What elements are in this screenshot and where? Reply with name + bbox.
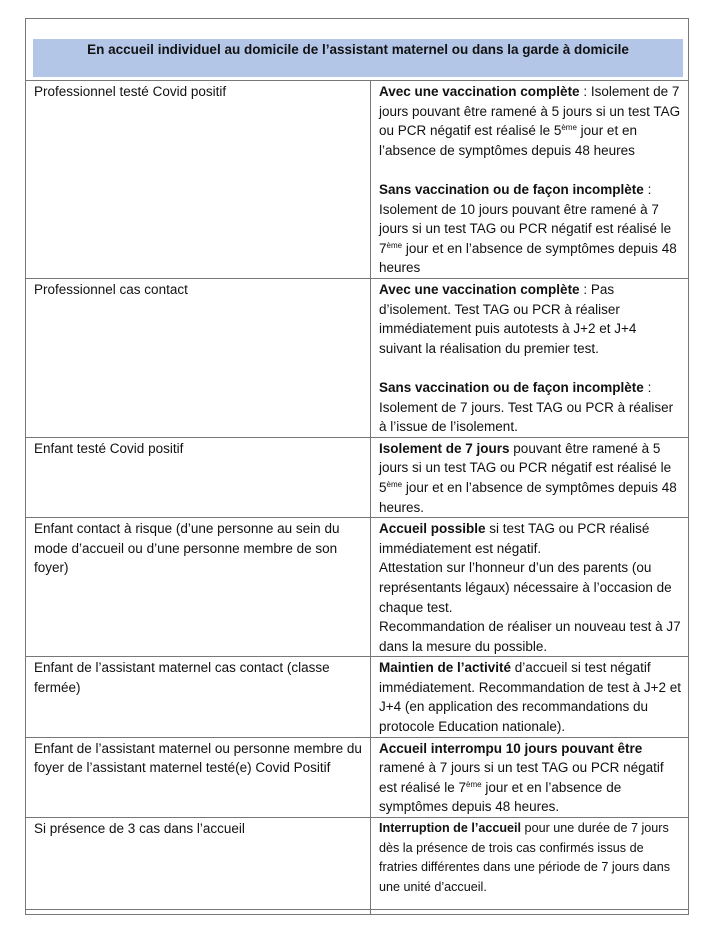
protocol-table [25,80,689,915]
measure-paragraph: Avec une vaccination complète : Pas d’isolement. Test TAG ou PCR à réaliser immédiatement puis autotests à J+2 et J+4 suivant la réalisation du premier test. [379,282,637,356]
measure-paragraph: Avec une vaccination complète : Isolement de 7 jours pouvant être ramené à 5 jours si un test TAG ou PCR négatif est réalisé le 5ème jour et en l’absence de symptômes depuis 48 heures [379,84,681,158]
measure-paragraph: Recommandation de réaliser un nouveau test à J7 dans la mesure du possible. [379,619,681,654]
measure-paragraph: Attestation sur l’honneur d’un des parents (ou représentants légaux) nécessaire à l’occasion de chaque test. [379,560,672,615]
measure-paragraph: Interruption de l’accueil pour une durée de 7 jours dès la présence de trois cas confirmés issus de fratries différentes dans une période de 7 jours dans une unité d’accueil. [379,821,671,894]
measure-bold: Accueil interrompu 10 jours pouvant être [379,740,643,756]
situation-cell: Si présence de 3 cas dans l’accueil [26,818,371,915]
measure-paragraph: Sans vaccination ou de façon incomplète : Isolement de 10 jours pouvant être ramené à 7 jours si un test TAG ou PCR négatif est réalisé le 7ème jour et en l’absence de symptômes depuis 48 heures [379,181,677,276]
situation-cell: Enfant de l’assistant maternel ou personne membre du foyer de l’assistant maternel testé(e) Covid Positif [26,737,371,817]
measure-bold: Sans vaccination ou de façon incomplète [379,379,644,395]
situation-cell: Enfant testé Covid positif [26,437,371,517]
table-row [26,657,689,737]
table-row [26,279,689,438]
situation-cell: Enfant de l’assistant maternel cas contact (classe fermée) [26,657,371,737]
table-title: En accueil individuel au domicile de l’assistant maternel ou dans la garde à domicile [87,42,629,57]
table-row [26,737,689,817]
measure-cell [371,437,689,517]
measure-paragraph: Sans vaccination ou de façon incomplète : Isolement de 7 jours. Test TAG ou PCR à réaliser à l’issue de l’isolement. [379,379,674,435]
measure-paragraph: Maintien de l’activité d’accueil si test négatif immédiatement. Recommandation de test à J+2 et J+4 (en application des recommandations du protocole Education nationale). [379,660,682,735]
table-row [26,81,689,279]
table-row [26,437,689,517]
measure-cell [371,518,689,657]
situation-cell: Professionnel testé Covid positif [26,81,371,279]
measure-cell [371,81,689,279]
measure-bold: Maintien de l’activité [379,660,512,676]
measure-bold: Avec une vaccination complète [379,84,580,99]
measure-bold: Avec une vaccination complète [379,282,580,297]
situation-cell: Enfant contact à risque (d’une personne au sein du mode d’accueil ou d’une personne membre de son foyer) [26,518,371,657]
measure-cell [371,737,689,817]
measure-cell [371,279,689,438]
measure-bold: Sans vaccination ou de façon incomplète [379,181,644,197]
table-row [26,818,689,915]
measure-paragraph: Accueil possible si test TAG ou PCR réalisé immédiatement est négatif. [379,521,650,556]
measure-bold: Accueil possible [379,521,486,537]
measure-bold: Interruption de l’accueil [379,821,522,836]
table-row [26,518,689,657]
measure-paragraph: Isolement de 7 jours pouvant être ramené à 5 jours si un test TAG ou PCR négatif est réalisé le 5ème jour et en l’absence de symptômes depuis 48 heures. [379,440,677,515]
measure-cell [371,818,689,915]
measure-cell [371,657,689,737]
situation-cell: Professionnel cas contact [26,279,371,438]
measure-paragraph: Accueil interrompu 10 jours pouvant être ramené à 7 jours si un test TAG ou PCR négatif est réalisé le 7ème jour et en l’absence de symptômes depuis 48 heures. [379,740,664,815]
measure-bold: Isolement de 7 jours [379,440,510,456]
